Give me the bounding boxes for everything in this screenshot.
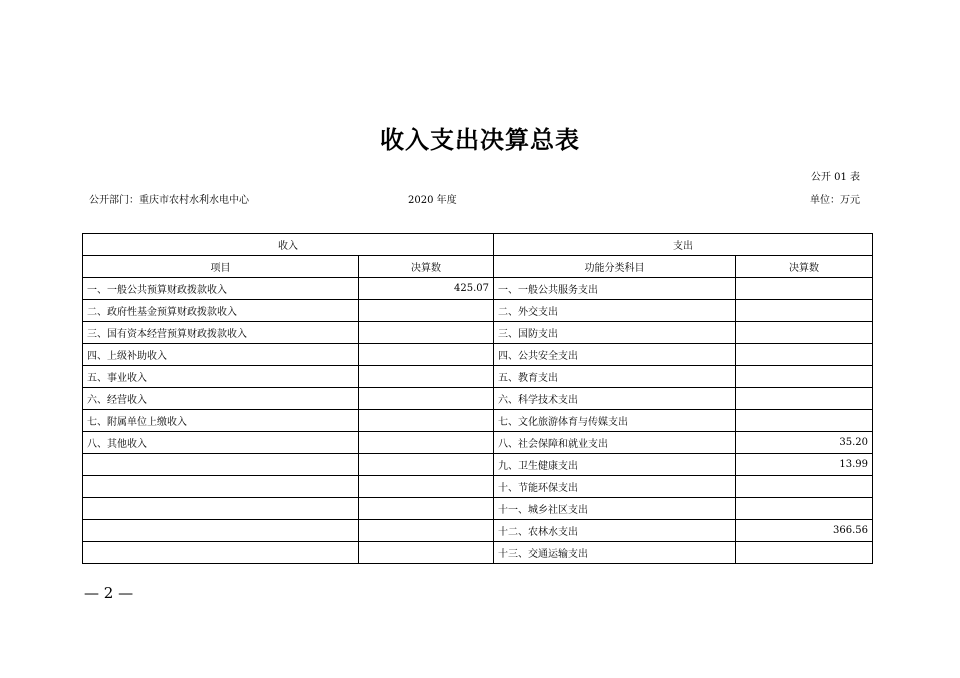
table-row	[83, 410, 873, 432]
table-column-header-row	[83, 256, 873, 278]
income-amount-cell	[359, 322, 494, 344]
expense-item-cell: 十一、城乡社区支出	[494, 498, 736, 520]
expense-amount-cell	[736, 366, 873, 388]
table-body	[83, 278, 873, 564]
income-item-cell: 八、其他收入	[83, 432, 359, 454]
income-amount-cell	[359, 454, 494, 476]
income-item-cell: 六、经营收入	[83, 388, 359, 410]
table-row	[83, 542, 873, 564]
income-amount-cell	[359, 300, 494, 322]
expense-amount-cell	[736, 278, 873, 300]
table-row	[83, 454, 873, 476]
income-amount-cell	[359, 476, 494, 498]
expense-amount-cell	[736, 388, 873, 410]
table-row	[83, 498, 873, 520]
department: 公开部门：重庆市农村水利水电中心	[89, 195, 249, 206]
expense-amount-cell: 35.20	[736, 432, 873, 454]
expense-item-cell: 十三、交通运输支出	[494, 542, 736, 564]
column-header-expense-item: 功能分类科目	[494, 256, 736, 278]
expense-amount-cell	[736, 410, 873, 432]
income-amount-cell: 425.07	[359, 278, 494, 300]
column-header-expense-amount: 决算数	[736, 256, 873, 278]
expense-amount-cell: 13.99	[736, 454, 873, 476]
expense-item-cell: 三、国防支出	[494, 322, 736, 344]
income-amount-cell	[359, 542, 494, 564]
income-item-cell: 四、上级补助收入	[83, 344, 359, 366]
income-amount-cell	[359, 366, 494, 388]
expense-item-cell: 九、卫生健康支出	[494, 454, 736, 476]
expense-item-cell: 八、社会保障和就业支出	[494, 432, 736, 454]
expense-item-cell: 六、科学技术支出	[494, 388, 736, 410]
page-number: — 2 —	[84, 584, 134, 602]
column-header-income-item: 项目	[83, 256, 359, 278]
table-row	[83, 476, 873, 498]
income-amount-cell	[359, 388, 494, 410]
income-amount-cell	[359, 498, 494, 520]
expense-amount-cell	[736, 542, 873, 564]
income-amount-cell	[359, 520, 494, 542]
income-item-cell: 五、事业收入	[83, 366, 359, 388]
expense-amount-cell	[736, 322, 873, 344]
table-row	[83, 322, 873, 344]
expense-header: 支出	[494, 234, 873, 256]
expense-item-cell: 一、一般公共服务支出	[494, 278, 736, 300]
income-item-cell: 一、一般公共预算财政拨款收入	[83, 278, 359, 300]
income-item-cell	[83, 454, 359, 476]
expense-item-cell: 五、教育支出	[494, 366, 736, 388]
page-title: 收入支出决算总表	[380, 126, 580, 154]
expense-amount-cell	[736, 498, 873, 520]
expense-amount-cell	[736, 300, 873, 322]
income-item-cell	[83, 476, 359, 498]
table-group-header-row	[83, 234, 873, 256]
expense-item-cell: 七、文化旅游体育与传媒支出	[494, 410, 736, 432]
expense-amount-cell	[736, 476, 873, 498]
table-row	[83, 278, 873, 300]
expense-item-cell: 四、公共安全支出	[494, 344, 736, 366]
income-amount-cell	[359, 432, 494, 454]
income-item-cell	[83, 542, 359, 564]
column-header-income-amount: 决算数	[359, 256, 494, 278]
income-item-cell: 七、附属单位上缴收入	[83, 410, 359, 432]
income-amount-cell	[359, 344, 494, 366]
table-row	[83, 366, 873, 388]
table-row	[83, 432, 873, 454]
income-item-cell: 三、国有资本经营预算财政拨款收入	[83, 322, 359, 344]
expense-amount-cell	[736, 344, 873, 366]
income-item-cell: 二、政府性基金预算财政拨款收入	[83, 300, 359, 322]
form-number: 公开 01 表	[810, 172, 860, 183]
unit-label: 单位：万元	[810, 195, 860, 206]
income-item-cell	[83, 520, 359, 542]
expense-item-cell: 十、节能环保支出	[494, 476, 736, 498]
expense-item-cell: 二、外交支出	[494, 300, 736, 322]
fiscal-year: 2020 年度	[408, 195, 457, 206]
expense-amount-cell: 366.56	[736, 520, 873, 542]
income-item-cell	[83, 498, 359, 520]
income-header: 收入	[83, 234, 494, 256]
income-amount-cell	[359, 410, 494, 432]
table-row	[83, 520, 873, 542]
expense-item-cell: 十二、农林水支出	[494, 520, 736, 542]
budget-table	[82, 233, 873, 564]
table-row	[83, 344, 873, 366]
table-row	[83, 388, 873, 410]
table-row	[83, 300, 873, 322]
